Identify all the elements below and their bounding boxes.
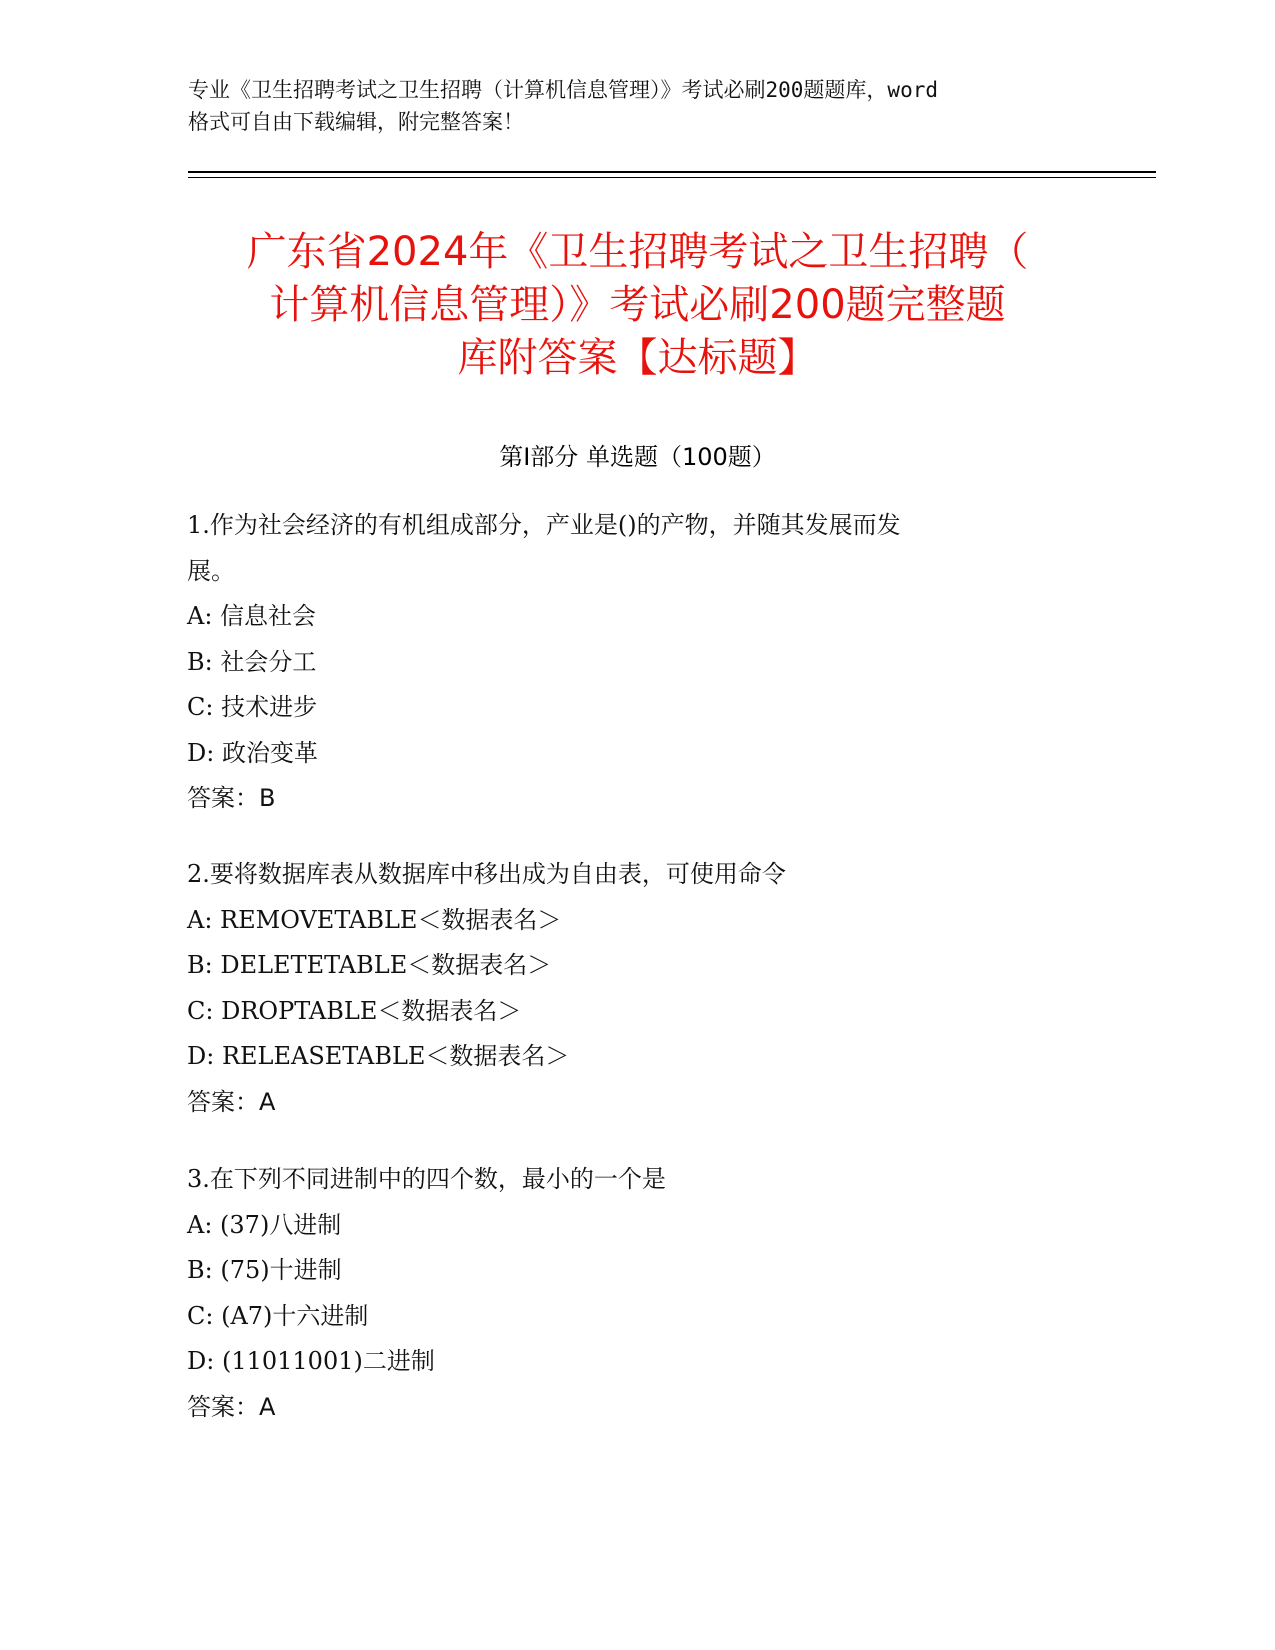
question-2-option-b: B: DELETETABLE＜数据表名＞	[187, 951, 552, 979]
document-intro	[188, 74, 1108, 138]
question-3-option-a: A: (37)八进制	[187, 1210, 342, 1239]
question-1-option-b: B: 社会分工	[187, 647, 317, 676]
intro-line-1: 专业《卫生招聘考试之卫生招聘（计算机信息管理）》考试必刷200题题库，word	[188, 78, 938, 102]
question-1-answer-label: 答案：	[187, 784, 259, 812]
question-2-option-d: D: RELEASETABLE＜数据表名＞	[187, 1042, 570, 1070]
title-line-3: 库附答案【达标题】	[457, 335, 818, 381]
question-2-answer-label: 答案：	[187, 1087, 259, 1116]
question-2-text-line-1: 2.要将数据库表从数据库中移出成为自由表，可使用命令	[187, 860, 786, 888]
question-1	[187, 503, 1087, 822]
section-heading: 第Ⅰ部分 单选题（100题）	[499, 443, 776, 471]
title-line-1: 广东省2024年《卫生招聘考试之卫生招聘（	[246, 229, 1029, 275]
question-1-answer-value: B	[259, 784, 276, 812]
question-2	[187, 852, 1087, 1125]
question-3	[187, 1157, 1087, 1430]
document-title	[150, 226, 1125, 385]
question-3-text-line-1: 3.在下列不同进制中的四个数，最小的一个是	[187, 1165, 666, 1193]
header-rule-top	[188, 171, 1156, 173]
question-1-option-c: C: 技术进步	[187, 693, 318, 721]
question-3-answer-value: A	[259, 1392, 276, 1421]
question-3-option-c: C: (A7)十六进制	[187, 1301, 369, 1330]
question-3-answer	[187, 1385, 1087, 1431]
intro-line-2: 格式可自由下载编辑，附完整答案！	[188, 110, 524, 134]
question-2-answer-value: A	[259, 1087, 276, 1116]
question-1-text-line-2: 展。	[187, 556, 235, 585]
question-1-answer	[187, 776, 1087, 822]
question-1-text-line-1: 1.作为社会经济的有机组成部分，产业是()的产物，并随其发展而发	[187, 511, 901, 539]
question-2-option-c: C: DROPTABLE＜数据表名＞	[187, 996, 522, 1025]
title-line-2: 计算机信息管理）》考试必刷200题完整题	[269, 282, 1006, 328]
question-1-option-a: A: 信息社会	[187, 602, 317, 630]
header-rule-bottom	[188, 177, 1156, 178]
question-3-answer-label: 答案：	[187, 1392, 259, 1421]
question-1-option-d: D: 政治变革	[187, 738, 318, 767]
question-2-answer	[187, 1080, 1087, 1126]
question-2-option-a: A: REMOVETABLE＜数据表名＞	[187, 905, 562, 934]
question-3-option-b: B: (75)十进制	[187, 1256, 342, 1284]
question-3-option-d: D: (11011001)二进制	[187, 1347, 435, 1375]
